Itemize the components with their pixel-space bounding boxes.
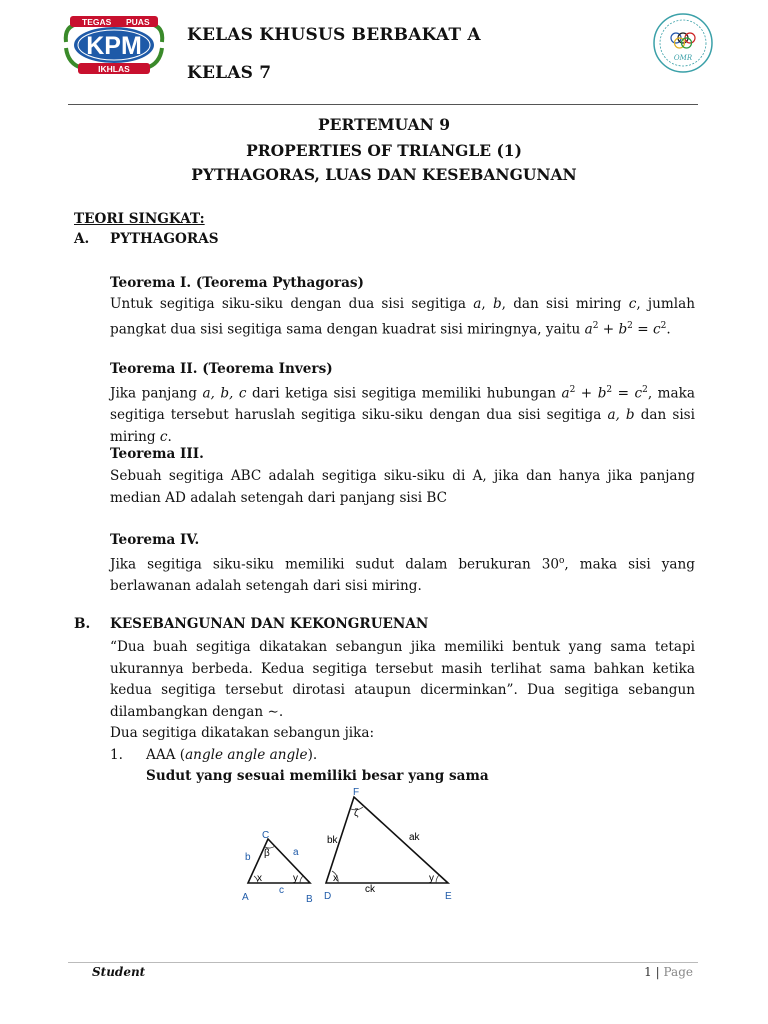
item-1-number: 1.: [110, 747, 123, 763]
label-side-a: a: [293, 847, 299, 858]
label-small-beta: β: [264, 848, 270, 859]
logo-text-puas: PUAS: [126, 17, 150, 27]
similarity-intro: Dua segitiga dikatakan sebangun jika:: [110, 725, 375, 741]
theorem-3-title: Teorema III.: [110, 446, 204, 462]
theorem-3-text: Sebuah segitiga ABC adalah segitiga siku-siku di A, jika dan hanya jika panjang median AD adalah setengah dari panjang sisi BC: [110, 468, 695, 506]
label-b-vertex: B: [306, 894, 313, 905]
header-class: KELAS 7: [187, 63, 272, 83]
similar-triangles-diagram: [236, 785, 466, 905]
theorem-1-title: Teorema I. (Teorema Pythagoras): [110, 275, 364, 291]
page-number: 1: [644, 965, 652, 979]
label-ck: ck: [365, 884, 375, 895]
theorem-2-title: Teorema II. (Teorema Invers): [110, 361, 333, 377]
topic-title: PROPERTIES OF TRIANGLE (1): [246, 141, 522, 160]
meeting-title: PERTEMUAN 9: [318, 115, 450, 134]
label-large-zeta: ζ: [354, 808, 359, 819]
label-e: E: [445, 891, 452, 902]
footer-student: Student: [92, 965, 146, 979]
omr-logo: [652, 10, 714, 76]
section-b-definition: “Dua buah segitiga dikatakan sebangun jika memiliki bentuk yang sama tetapi ukurannya berbeda. Kedua segitiga tersebut masih terlihat sama bahkan ketika kedua segitiga tersebut dirotasi ataupun dicerminkan”. Dua segitiga sebangun dilambangkan dengan ∼.: [110, 639, 695, 720]
label-f: F: [353, 787, 360, 798]
label-large-y: y: [429, 873, 434, 884]
label-small-x: x: [257, 873, 262, 884]
logo-text-kpm: KPM: [86, 32, 142, 60]
theorem-2-text: Jika panjang a, b, c dari ketiga sisi segitiga memiliki hubungan $a^2 + b^2 = c^2$, maka segitiga tersebut haruslah segitiga siku-siku dengan dua sisi segitiga a, b dan sisi miring c.: [110, 385, 695, 445]
logo-text-ikhlas: IKHLAS: [98, 64, 130, 74]
section-a-letter: A.: [74, 231, 90, 247]
section-b-letter: B.: [74, 616, 91, 632]
kpm-logo: [60, 12, 168, 76]
header-title: KELAS KHUSUS BERBAKAT A: [187, 25, 481, 45]
page-separator: |: [655, 965, 660, 979]
section-a-title: PYTHAGORAS: [110, 231, 219, 247]
label-large-x: x: [333, 873, 338, 884]
triangle-def: [326, 797, 448, 883]
theorem-4-title: Teorema IV.: [110, 532, 200, 548]
logo-text-tegas: TEGAS: [82, 17, 112, 27]
label-a-vertex: A: [242, 892, 249, 903]
theory-heading: TEORI SINGKAT:: [74, 211, 205, 227]
label-d: D: [324, 891, 332, 902]
page-label: Page: [663, 965, 693, 979]
label-ak: ak: [409, 832, 420, 843]
label-side-c: c: [279, 885, 284, 896]
subtopic-title: PYTHAGORAS, LUAS DAN KESEBANGUNAN: [191, 165, 577, 184]
label-bk: bk: [327, 835, 338, 846]
theorem-1-text: Untuk segitiga siku-siku dengan dua sisi segitiga a, b, dan sisi miring c, jumlah pangkat dua sisi segitiga sama dengan kuadrat sisi miringnya, yaitu $a^2 + b^2 = c^2$.: [110, 296, 695, 338]
footer-page: [644, 965, 693, 979]
item-1-label: AAA (angle angle angle).: [146, 747, 318, 763]
label-c: C: [262, 830, 270, 841]
label-small-y: y: [293, 873, 298, 884]
theorem-4-text: Jika segitiga siku-siku memiliki sudut dalam berukuran 30$^o$, maka sisi yang berlawanan adalah setengah dari sisi miring.: [110, 556, 695, 595]
section-b-title: KESEBANGUNAN DAN KEKONGRUENAN: [110, 616, 429, 632]
header-divider: [68, 104, 698, 105]
logo-text-omr: OMR: [673, 54, 693, 62]
footer-divider: [68, 962, 698, 963]
label-side-b: b: [245, 852, 251, 863]
item-1-description: Sudut yang sesuai memiliki besar yang sama: [146, 768, 489, 784]
